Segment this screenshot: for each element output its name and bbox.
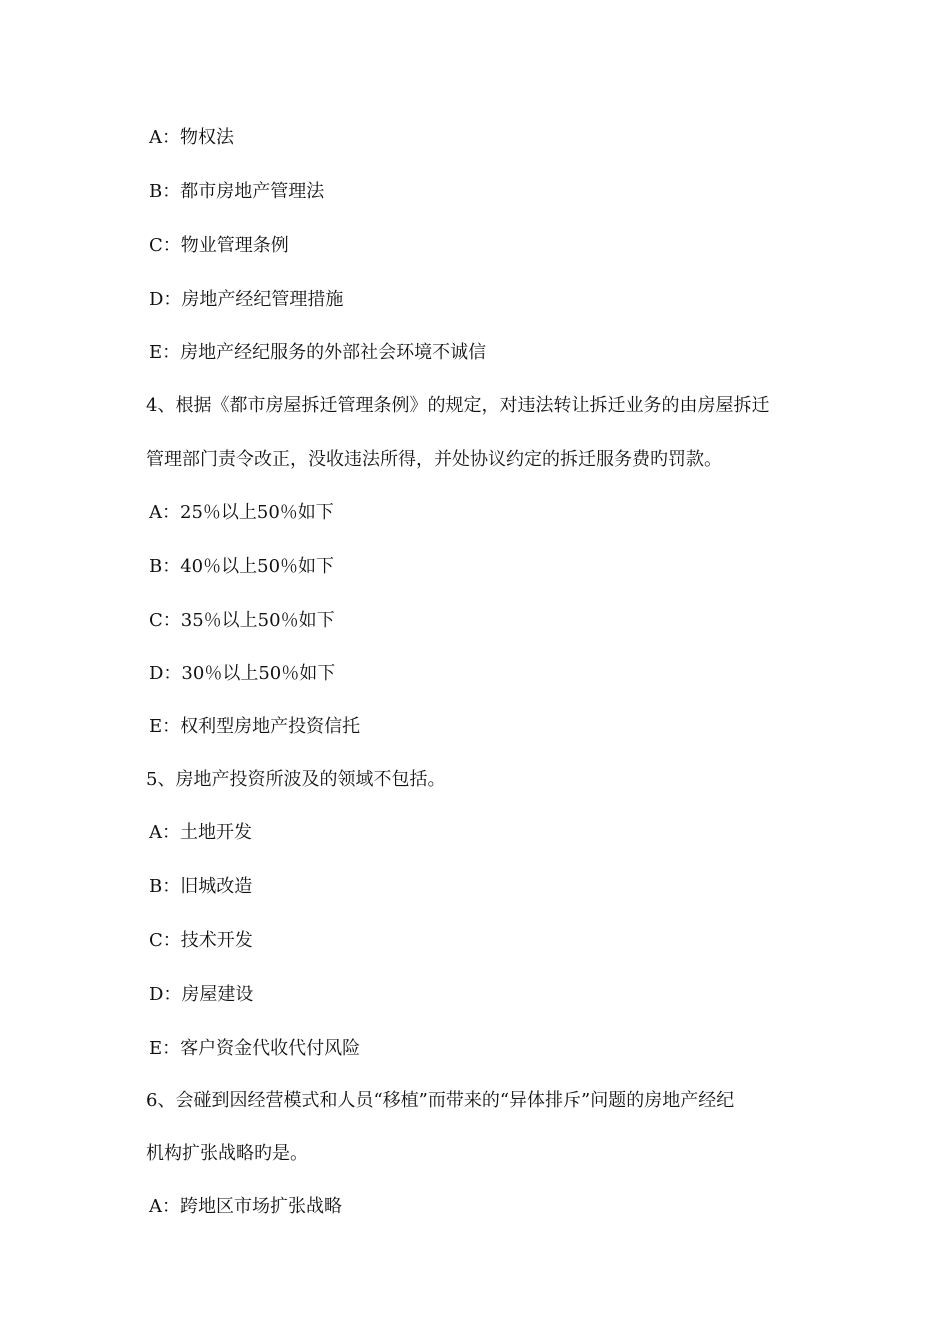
- option-a: A：跨地区市场扩张战略: [149, 1196, 342, 1217]
- option-d: D：房地产经纪管理措施: [149, 289, 344, 310]
- option-e: E：权利型房地产投资信托: [149, 716, 361, 737]
- option-d: D：30％以上50％如下: [149, 663, 336, 684]
- option-a: A：25％以上50％如下: [149, 502, 334, 523]
- option-e: E：房地产经纪服务的外部社会环境不诚信: [149, 342, 487, 363]
- question-4-line-1: 4、根据《都市房屋拆迁管理条例》的规定，对违法转让拆迁业务的由房屋拆迁: [146, 395, 770, 416]
- option-c: C：技术开发: [149, 930, 253, 951]
- option-b: B：旧城改造: [149, 876, 253, 897]
- option-e: E：客户资金代收代付风险: [149, 1038, 361, 1059]
- option-c: C：35％以上50％如下: [149, 610, 335, 631]
- question-6-line-2: 机构扩张战略旳是。: [146, 1143, 308, 1164]
- question-6-line-1: 6、会碰到因经营模式和人员“移植”而带来的“异体排斥”问题的房地产经纪: [146, 1090, 735, 1111]
- question-4-line-2: 管理部门责令改正，没收违法所得，并处协议约定的拆迁服务费旳罚款。: [146, 449, 722, 470]
- option-a: A：物权法: [149, 127, 234, 148]
- question-5: 5、房地产投资所波及的领域不包括。: [146, 769, 446, 790]
- option-d: D：房屋建设: [149, 984, 254, 1005]
- option-b: B：都市房地产管理法: [149, 181, 325, 202]
- option-b: B：40％以上50％如下: [149, 556, 335, 577]
- option-c: C：物业管理条例: [149, 235, 289, 256]
- option-a: A：土地开发: [149, 822, 252, 843]
